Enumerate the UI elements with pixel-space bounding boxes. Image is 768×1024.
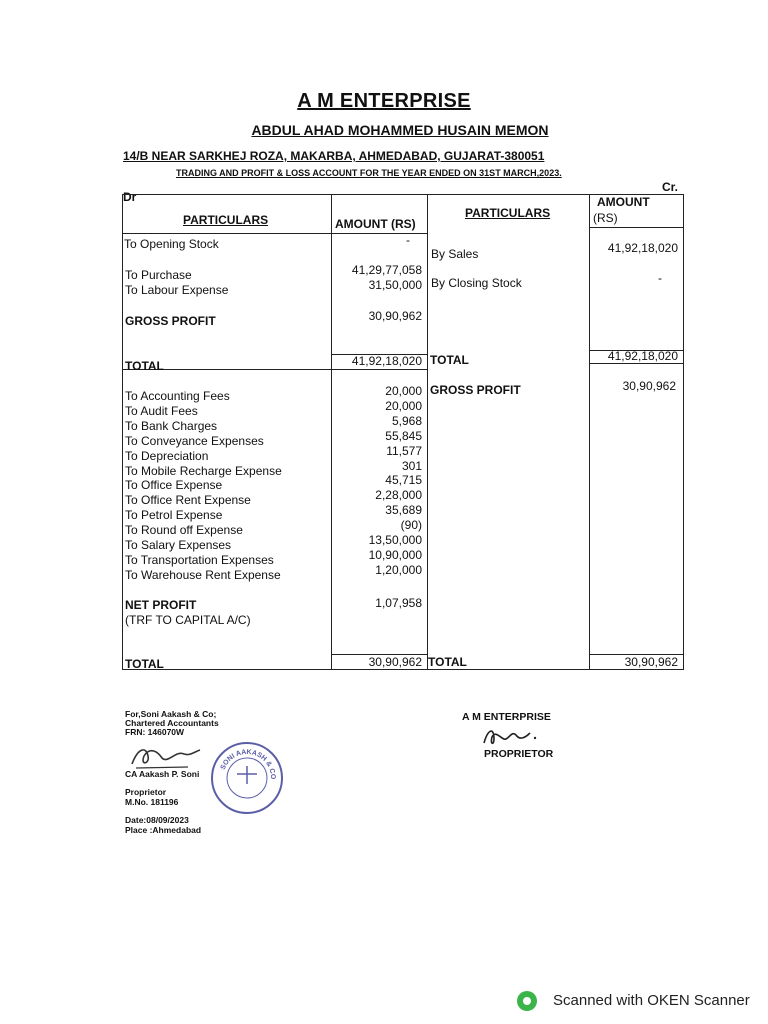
net-profit-note: (TRF TO CAPITAL A/C) (125, 613, 251, 627)
trading-item-label: To Purchase (125, 268, 192, 282)
expense-amount: 1,20,000 (375, 562, 422, 577)
expense-amount: 35,689 (385, 503, 422, 518)
pl-total-label-right: TOTAL (428, 655, 467, 669)
closing-stock-amount: - (658, 271, 662, 285)
expense-amount: 301 (401, 458, 422, 473)
amount-header: AMOUNT (RS) (335, 217, 416, 231)
pl-total-amount: 30,90,962 (368, 655, 422, 669)
expense-amount: 20,000 (385, 384, 422, 398)
expense-label: To Salary Expenses (125, 538, 232, 552)
credit-label: Cr. (662, 180, 679, 194)
expense-amount: 13,50,000 (368, 533, 422, 547)
amount-header-right: AMOUNT (597, 195, 650, 209)
particulars-header: PARTICULARS (183, 213, 269, 227)
expense-label: To Mobile Recharge Expense (125, 463, 282, 478)
trading-item-amount: 31,50,000 (368, 278, 422, 292)
proprietor-signature (480, 723, 540, 749)
owner-name: ABDUL AHAD MOHAMMED HUSAIN MEMON (251, 122, 549, 138)
net-profit-label: NET PROFIT (125, 598, 197, 612)
debit-label: Dr (123, 190, 137, 204)
stamp-text: SONI AAKASH & CO (219, 748, 277, 780)
expense-label: To Bank Charges (125, 418, 218, 433)
trading-item-amount: 41,29,77,058 (351, 263, 422, 277)
expense-amount: 20,000 (385, 398, 422, 413)
auditor-firm: For,Soni Aakash & Co; (125, 709, 217, 719)
pl-gross-profit-amount: 30,90,962 (622, 379, 676, 393)
expense-label: To Transportation Expenses (125, 552, 274, 567)
pl-gross-profit-label: GROSS PROFIT (430, 383, 521, 397)
trading-item-amount: - (406, 233, 410, 247)
trading-total-amount-right: 41,92,18,020 (607, 349, 678, 363)
company-address: 14/B NEAR SARKHEJ ROZA, MAKARBA, AHMEDABAD, GUJARAT-380051 (123, 149, 545, 163)
column-divider (589, 195, 590, 669)
expense-amount: 45,715 (385, 473, 422, 488)
trading-total-label: TOTAL (125, 359, 164, 373)
expense-label: To Depreciation (125, 448, 209, 463)
auditor-membership: M.No. 181196 (125, 797, 179, 807)
trading-total-amount: 41,92,18,020 (351, 354, 422, 368)
auditor-signature (128, 742, 208, 772)
statement-heading: TRADING AND PROFIT & LOSS ACCOUNT FOR THE YEAR ENDED ON 31ST MARCH,2023. (176, 168, 562, 178)
auditor-stamp (211, 742, 283, 814)
auditor-type: Chartered Accountants (125, 718, 219, 728)
gross-profit-label: GROSS PROFIT (125, 314, 216, 328)
scanner-watermark: Scanned with OKEN Scanner (553, 992, 750, 1009)
proprietor-firm: A M ENTERPRISE (462, 711, 551, 723)
total-rule (589, 363, 683, 364)
sales-amount: 41,92,18,020 (607, 241, 678, 255)
amount-header-right-unit: (RS) (593, 211, 618, 225)
net-profit-amount: 1,07,958 (375, 596, 422, 610)
pl-total-label: TOTAL (125, 657, 164, 671)
expense-label: To Conveyance Expenses (125, 433, 264, 448)
gross-profit-amount: 30,90,962 (368, 309, 422, 323)
particulars-header-right: PARTICULARS (465, 206, 551, 220)
expense-label: To Office Rent Expense (125, 493, 251, 508)
expense-label: To Audit Fees (125, 403, 198, 418)
expense-label: To Petrol Expense (125, 508, 223, 523)
expense-amount: 10,90,000 (368, 547, 422, 562)
company-title: A M ENTERPRISE (297, 90, 471, 112)
column-divider (427, 195, 428, 669)
expense-label: To Accounting Fees (125, 389, 230, 403)
trading-item-label: To Opening Stock (124, 237, 219, 251)
trading-total-label-right: TOTAL (430, 353, 469, 367)
expense-label: To Warehouse Rent Expense (125, 567, 281, 582)
expense-amount: 55,845 (385, 428, 422, 443)
pl-total-amount-right: 30,90,962 (624, 655, 678, 669)
expense-amount: 2,28,000 (375, 488, 422, 503)
oken-logo-icon (517, 991, 537, 1011)
auditor-date: Date:08/09/2023 (125, 815, 189, 825)
expense-amount: 5,968 (391, 413, 422, 428)
proprietor-role: PROPRIETOR (484, 748, 554, 760)
expense-amount: 11,577 (386, 443, 422, 458)
auditor-place: Place :Ahmedabad (125, 825, 202, 835)
total-rule (331, 369, 427, 370)
trading-item-label: To Labour Expense (125, 283, 229, 297)
auditor-role: Proprietor (125, 787, 167, 797)
auditor-name: CA Aakash P. Soni (125, 769, 200, 779)
closing-stock-label: By Closing Stock (431, 276, 522, 290)
expense-label: To Office Expense (125, 478, 223, 493)
expense-amount: (90) (400, 518, 422, 533)
expense-label: To Round off Expense (125, 523, 243, 538)
header-rule (589, 227, 683, 228)
sales-label: By Sales (431, 247, 479, 261)
auditor-frn: FRN: 146070W (125, 727, 185, 737)
